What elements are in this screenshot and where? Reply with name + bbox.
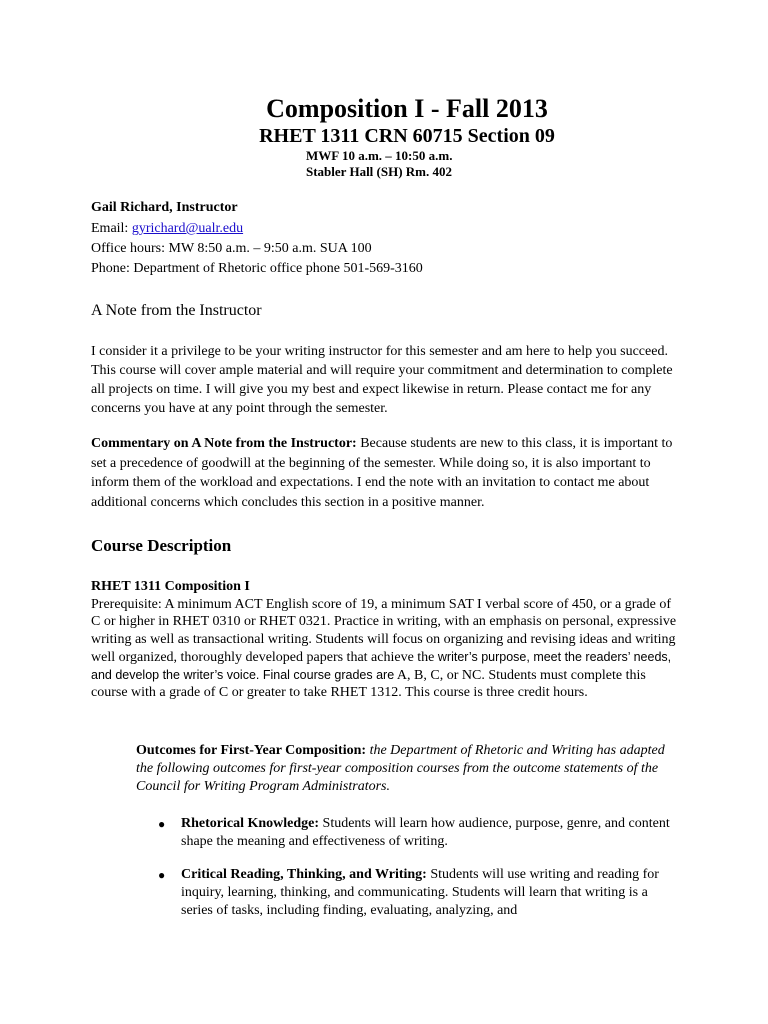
course-description-part2: writer’s purpose, meet the readers’ needs, and develop the writer’s voice. Final course grades are bbox=[91, 649, 672, 682]
bullet-icon: ● bbox=[158, 817, 166, 831]
outcome-label: Rhetorical Knowledge: bbox=[181, 816, 320, 831]
course-description-heading: Course Description bbox=[91, 536, 232, 555]
outcomes-intro-text: the Department of Rhetoric and Writing has adapted the following outcomes for first-year composition courses from the outcome statements of the Council for Writing Program Administrators. bbox=[136, 743, 665, 794]
note-body: I consider it a privilege to be your writing instructor for this semester and am here to help you succeed. This course will cover ample material and will require your commitment and determination to complete all projects on time. I will give you my best and expect likewise in return. Please contact me for any concerns you have at any point through the semester. bbox=[91, 344, 673, 416]
commentary-label: Commentary on A Note from the Instructor: bbox=[91, 436, 357, 451]
bullet-icon: ● bbox=[158, 868, 166, 882]
outcome-description: Students will use writing and reading for inquiry, learning, thinking, and communicating. Students will learn that writing is a series of tasks, including finding, evaluating, analyzing, and bbox=[181, 867, 659, 918]
email-label: Email: bbox=[91, 221, 129, 236]
instructor-name: Gail Richard, Instructor bbox=[91, 200, 238, 215]
course-description-part3: A, B, C, or NC. Students must complete this course with a grade of C or greater to take RHET 1312. This course is three credit hours. bbox=[91, 667, 646, 701]
outcomes-intro bbox=[136, 742, 672, 796]
outcome-text bbox=[181, 866, 681, 920]
course-description bbox=[91, 578, 683, 702]
class-schedule: MWF 10 a.m. – 10:50 a.m. bbox=[306, 148, 453, 163]
course-title: RHET 1311 Composition I bbox=[91, 579, 250, 594]
course-description-part1: Prerequisite: A minimum ACT English score of 19, a minimum SAT I verbal score of 450, or a grade of C or higher in RHET 0310 or RHET 0321. Practice in writing, with an emphasis on personal, expressive writing as well as transactional writing. Students will focus on organizing and revising ideas and writing well organized, thoroughly developed papers that achieve the bbox=[91, 596, 677, 665]
instructor-email-line bbox=[91, 219, 681, 239]
phone-line: Phone: Department of Rhetoric office phone 501-569-3160 bbox=[91, 261, 423, 276]
email-link[interactable]: gyrichard@ualr.edu bbox=[131, 221, 244, 236]
page-title: Composition I - Fall 2013 bbox=[266, 94, 548, 123]
outcomes-label: Outcomes for First-Year Composition: bbox=[136, 743, 367, 758]
commentary-paragraph bbox=[91, 434, 683, 513]
course-subtitle: RHET 1311 CRN 60715 Section 09 bbox=[259, 125, 555, 147]
commentary-body: Because students are new to this class, it is important to set a precedence of goodwill at the beginning of the semester. While doing so, it is also important to inform them of the workload and expectations. I end the note with an invitation to contact me about additional concerns which concludes this section in a positive manner. bbox=[91, 436, 673, 511]
class-location: Stabler Hall (SH) Rm. 402 bbox=[306, 164, 453, 179]
note-heading: A Note from the Instructor bbox=[91, 302, 262, 319]
outcome-description: Students will learn how audience, purpose, genre, and content shape the meaning and effectiveness of writing. bbox=[181, 816, 670, 849]
outcome-label: Critical Reading, Thinking, and Writing: bbox=[181, 867, 427, 882]
office-hours: Office hours: MW 8:50 a.m. – 9:50 a.m. SUA 100 bbox=[91, 241, 372, 256]
outcome-text bbox=[181, 815, 681, 851]
